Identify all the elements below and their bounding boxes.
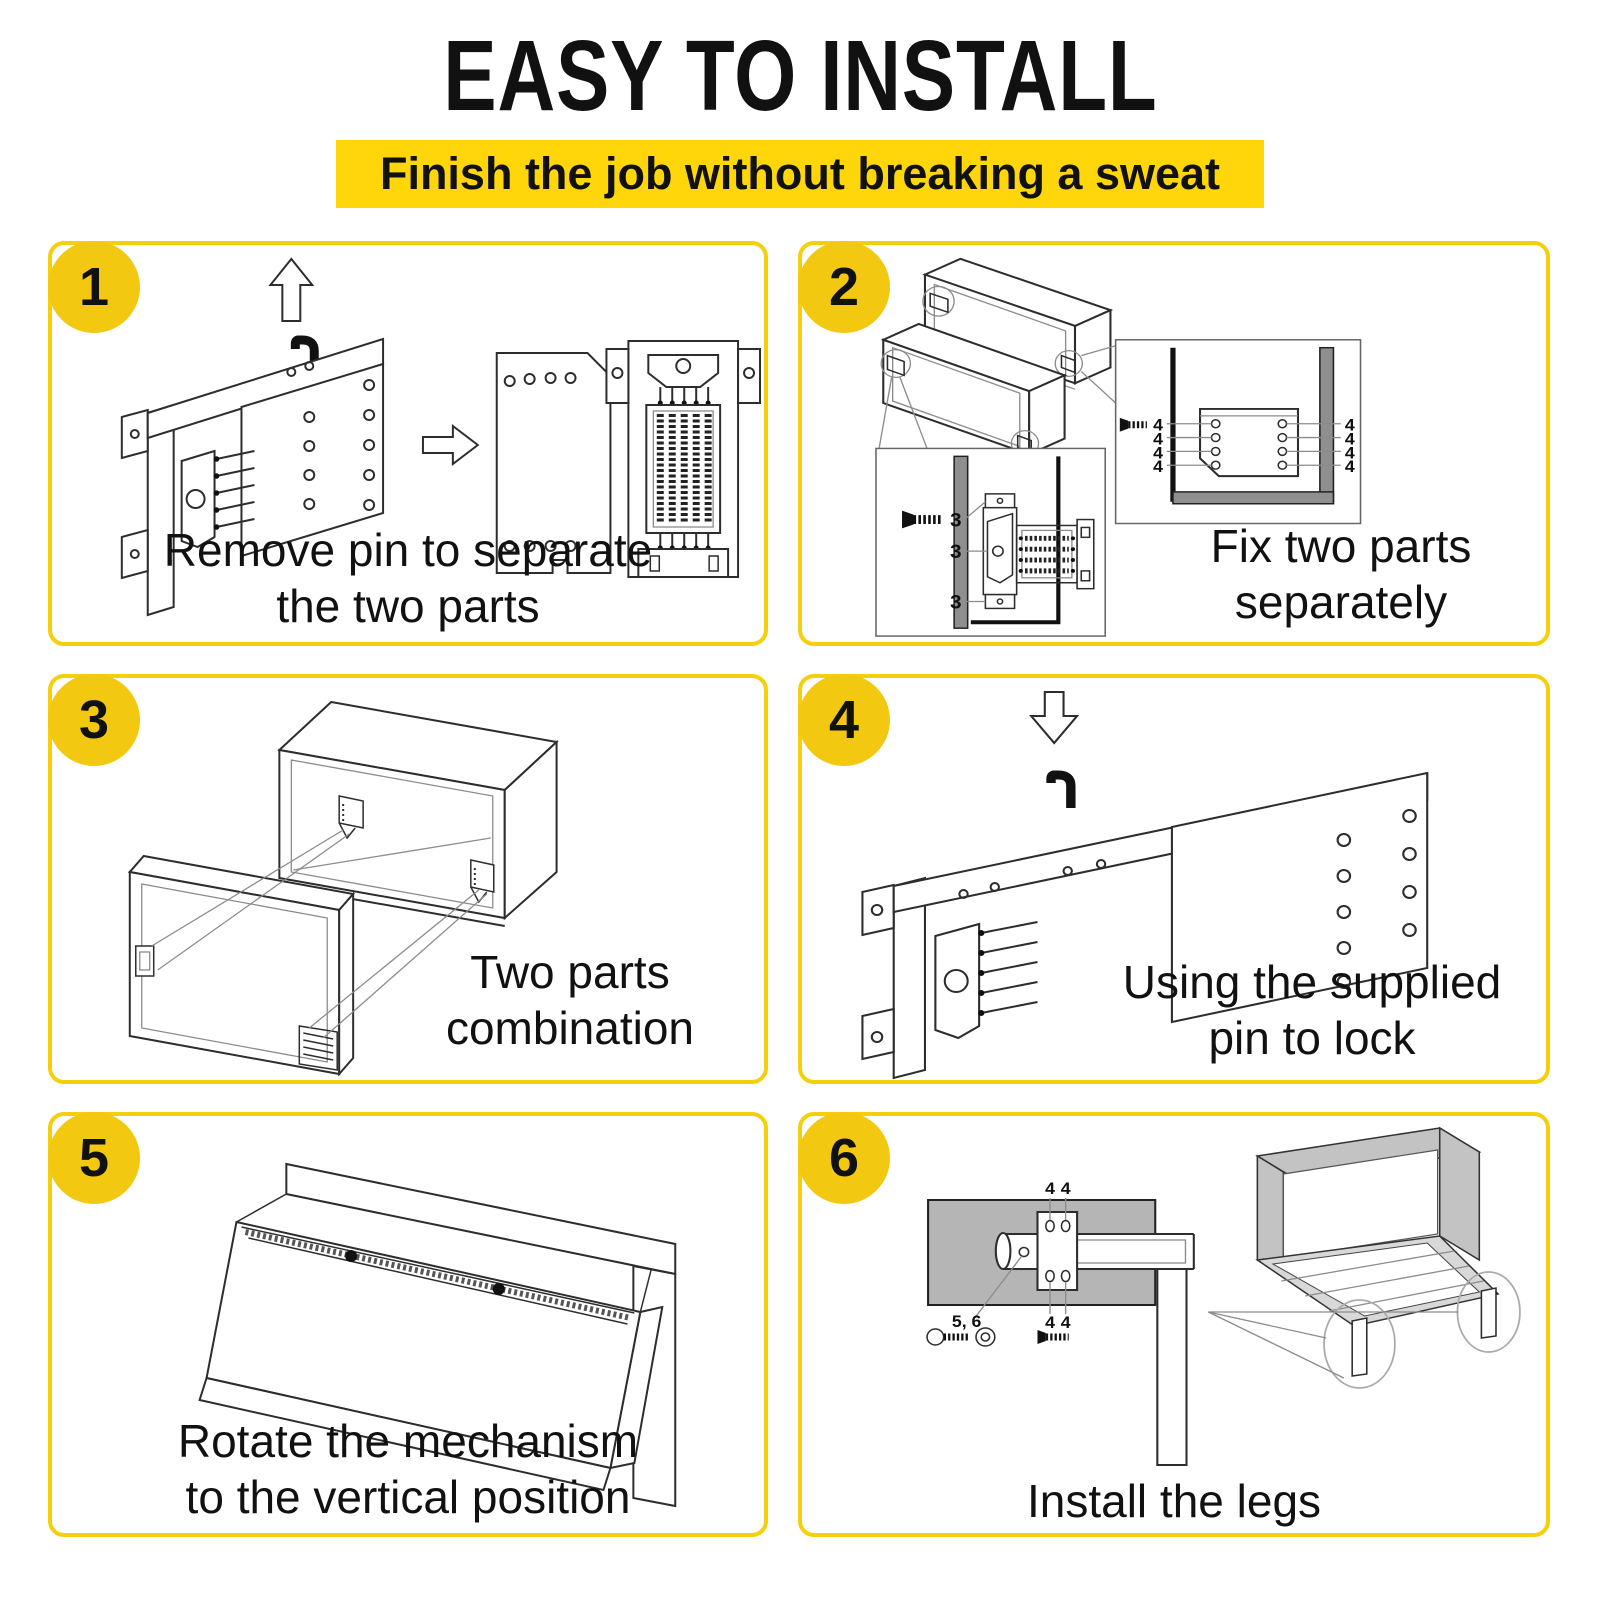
leg-bar [1157,1269,1186,1465]
left-leg [1352,1318,1367,1376]
step-number: 4 [828,690,860,750]
caption-line: Remove pin to separate [163,523,653,576]
step-6-illustration [802,1116,1546,1533]
step-caption [52,1413,764,1525]
caption-line: Fix two parts [1210,519,1472,572]
caption-line: separately [1234,575,1448,628]
screw-count-label: 3 [949,509,962,532]
step-caption [1092,954,1532,1066]
page-title [0,0,1600,132]
step-number: 6 [828,1128,860,1188]
caption-line: Using the supplied [1122,955,1502,1008]
caption-line: to the vertical position [185,1470,631,1523]
screw-count-label: 4 [1045,1178,1055,1198]
steps-grid [48,241,1552,1537]
step-number-badge [48,241,140,333]
up-arrow-icon [270,259,312,321]
screw-count-label: 4 [1344,428,1355,449]
step-panel-6 [798,1112,1550,1537]
screw-count-label: 4 [1153,456,1164,477]
lock-pin-icon [1051,775,1071,808]
screw-count-label: 3 [949,591,962,614]
down-arrow-icon [1031,692,1077,743]
caption-line: Install the legs [1026,1474,1322,1527]
screw-count-label: 3 [949,541,962,563]
screw-count-label: 4 [1344,415,1355,435]
screw-count-label: 4 [1060,1312,1071,1332]
step-number: 3 [78,690,110,750]
bolt-nut-label: 5, 6 [951,1311,982,1331]
leg-bracket-detail [927,1178,1194,1465]
step-caption [1146,518,1536,630]
step-number-badge [798,674,890,766]
screw-count-label: 4 [1153,442,1164,463]
lower-front-box [130,856,353,1074]
step-panel-4 [798,674,1550,1084]
step-caption [400,944,740,1056]
step-panel-2 [798,241,1550,646]
step-number: 1 [78,257,110,317]
nut-icon [976,1328,995,1346]
step-panel-1 [48,241,768,646]
step-number-badge [48,674,140,766]
hinge-screw-dot [493,1283,505,1295]
caption-line: Rotate the mechanism [177,1414,639,1467]
screw-count-label: 4 [1344,442,1355,463]
subtitle-text: Finish the job without breaking a sweat [379,148,1221,199]
screw-count-label: 4 [1045,1312,1055,1332]
right-leg [1481,1288,1496,1338]
caption-line: Two parts [470,945,670,998]
screw-count-label: 4 [1060,1178,1071,1198]
screw-count-label: 4 [1344,456,1355,477]
detail-box-wall-mount [876,448,1105,636]
caption-line: the two parts [276,579,540,632]
right-arrow-icon [423,426,478,464]
step-caption [802,1473,1546,1529]
step-number-badge [48,1112,140,1204]
caption-line: pin to lock [1208,1011,1416,1064]
screw-count-label: 4 [1153,428,1164,449]
subtitle-banner [336,140,1264,208]
cabinet-with-legs [1208,1128,1520,1388]
step-number-badge [798,1112,890,1204]
hinge-screw-dot [345,1250,357,1262]
step-number: 2 [828,257,860,317]
step-panel-3 [48,674,768,1084]
flat-head-screw-icon [1037,1330,1068,1344]
page-title-text: EASY TO INSTALL [442,20,1158,132]
step-caption [52,522,764,634]
caption-line: combination [445,1001,695,1054]
step-number-badge [798,241,890,333]
screw-count-label: 4 [1153,415,1164,435]
step-panel-5 [48,1112,768,1537]
hex-bolt-icon [927,1329,969,1345]
detail-box-side-mount [1116,340,1361,524]
step-number: 5 [78,1128,110,1188]
